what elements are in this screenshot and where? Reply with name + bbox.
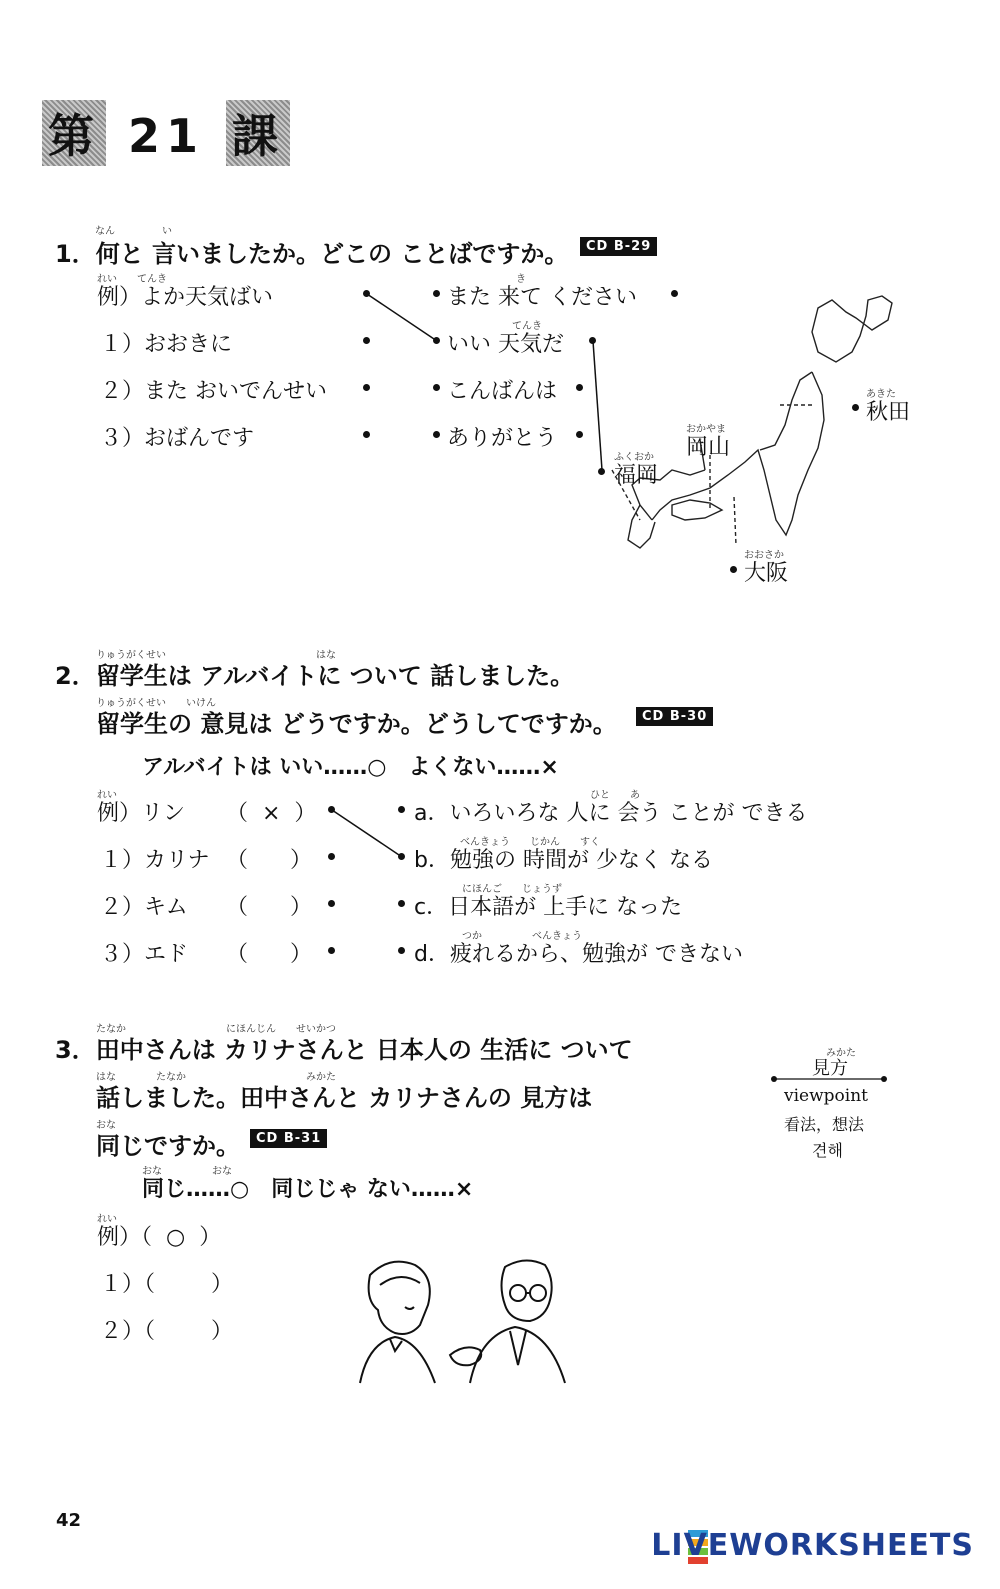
s3-furigana-line2: はな たなか みかた [96, 1072, 336, 1083]
furigana-fukuoka: ふくおか [614, 452, 654, 463]
lesson-title-number: 21 [128, 109, 205, 163]
s3-row-2[interactable]: ２）（ ） [100, 1319, 233, 1344]
conversation-illustration [350, 1255, 580, 1385]
section3-legend: 同じ……○ 同じじゃ ない……× [142, 1177, 474, 1202]
s2-answer-3[interactable]: （ ） [226, 942, 312, 967]
fukuoka-dot[interactable] [598, 468, 605, 475]
s1-right-item-2: こんばんは [447, 379, 558, 404]
cd-track-b29: CD B-29 [580, 237, 657, 256]
s1-right-item-0: また 来て ください [447, 285, 637, 310]
s2-option-c: c．日本語が 上手に なった [414, 895, 683, 920]
s1-left-item-2: ２）また おいでんせい [100, 379, 327, 404]
s2-option-a: a．いろいろな 人に 会う ことが できる [414, 801, 808, 826]
s2-row-1-label: １）カリナ [100, 848, 210, 873]
s2-furigana-line2: りゅうがくせい いけん [96, 698, 216, 709]
section2-heading-line2: 留学生の 意見は どうですか。どうしてですか。 [96, 710, 617, 738]
s2-option-b-furi: べんきょう じかん すく [460, 837, 600, 848]
lesson-title-dai: 第 [42, 100, 106, 166]
furigana-nan: なん [95, 226, 115, 237]
s3-legend-furi: おな おな [142, 1166, 232, 1177]
s3-furigana-line3: おな [96, 1120, 116, 1131]
japan-map [612, 296, 892, 548]
section1-lines-and-map [0, 0, 1000, 600]
s3-row-example-answer: ○ [166, 1225, 186, 1250]
vocab-furigana: みかた [826, 1048, 856, 1059]
s3-row-1-label: １） [100, 1272, 145, 1297]
example-match-line [367, 294, 437, 341]
s3-row-example: 例）（ ○ ） [97, 1225, 222, 1250]
vocab-korean: 견해 [812, 1141, 843, 1160]
s2-option-d-furi: つか べんきょう [462, 931, 582, 942]
s2-row-2-label: ２）キム [100, 895, 188, 920]
s3-furigana-line1: たなか にほんじん せいかつ [96, 1024, 336, 1035]
furigana-i: い [162, 226, 172, 237]
s1-left-item-1: １）おおきに [100, 332, 233, 357]
s2-option-b: b．勉強の 時間が 少なく なる [414, 848, 713, 873]
liveworksheets-brand[interactable]: LIVEWORKSHEETS [651, 1528, 974, 1563]
s2-option-c-furi: にほんご じょうず [462, 884, 562, 895]
s1-right-item-3: ありがとう [447, 426, 558, 451]
section2-heading-line1: 2．留学生は アルバイトに ついて 話しました。 [55, 662, 575, 690]
cd-track-b31: CD B-31 [250, 1129, 327, 1148]
vocab-word: 見方 [812, 1058, 848, 1079]
furigana-tenki: てんき [512, 321, 542, 332]
vocab-english: viewpoint [784, 1086, 868, 1106]
s2-answer-2[interactable]: （ ） [226, 895, 312, 920]
s3-furigana-rei: れい [97, 1214, 117, 1225]
furigana-rei-1: れい てんき [97, 274, 167, 285]
furigana-akita: あきた [866, 389, 896, 400]
s2-answer-1[interactable]: （ ） [226, 848, 312, 873]
s3-row-2-label: ２） [100, 1319, 145, 1344]
place-fukuoka: 福岡 [614, 463, 659, 488]
vocab-divider [770, 1074, 890, 1084]
section2-legend: アルバイトは いい……○ よくない……× [142, 755, 559, 780]
s1-left-item-3: ３）おばんです [100, 426, 255, 451]
s2-option-d: d．疲れるから、勉強が できない [414, 942, 743, 967]
page-number: 42 [56, 1510, 82, 1531]
s1-left-example: 例）よか天気ばい [97, 285, 274, 310]
s3-row-example-label: 例） [97, 1225, 142, 1250]
section3-heading-line3: 同じですか。 [96, 1132, 240, 1160]
s2-row-3-label: ３）エド [100, 942, 189, 967]
cd-track-b30: CD B-30 [636, 707, 713, 726]
place-akita: 秋田 [866, 400, 911, 425]
s2-answer-example-value: × [262, 801, 281, 826]
section3-heading-line1: 3．田中さんは カリナさんと 日本人の 生活に ついて [55, 1036, 633, 1064]
vocab-chinese: 看法，想法 [784, 1115, 865, 1134]
s3-row-1[interactable]: １）（ ） [100, 1272, 233, 1297]
place-okayama: 岡山 [686, 435, 731, 460]
s2-answer-example: （ × ） [226, 801, 317, 826]
akita-dot[interactable] [852, 404, 859, 411]
furigana-osaka: おおさか [744, 550, 784, 561]
s2-option-a-furi: ひと あ [590, 790, 640, 801]
place-osaka: 大阪 [744, 561, 789, 586]
section3-heading-line2: 話しました。田中さんと カリナさんの 見方は [96, 1084, 593, 1112]
furigana-ki: き [516, 274, 526, 285]
s2-example-match-line [332, 810, 402, 857]
osaka-dot[interactable] [730, 566, 737, 573]
s2-furigana-rei: れい [97, 790, 117, 801]
lesson-title-ka: 課 [226, 100, 290, 166]
furigana-okayama: おかやま [686, 424, 726, 435]
s2-furigana-line1: りゅうがくせい はな [96, 650, 336, 661]
s1-right-item-1: いい 天気だ [447, 332, 564, 357]
example-place-line [593, 341, 602, 470]
section1-heading: 1．何と 言いましたか。どこの ことばですか。 [55, 240, 569, 268]
s2-row-example-label: 例）リン [97, 801, 186, 826]
